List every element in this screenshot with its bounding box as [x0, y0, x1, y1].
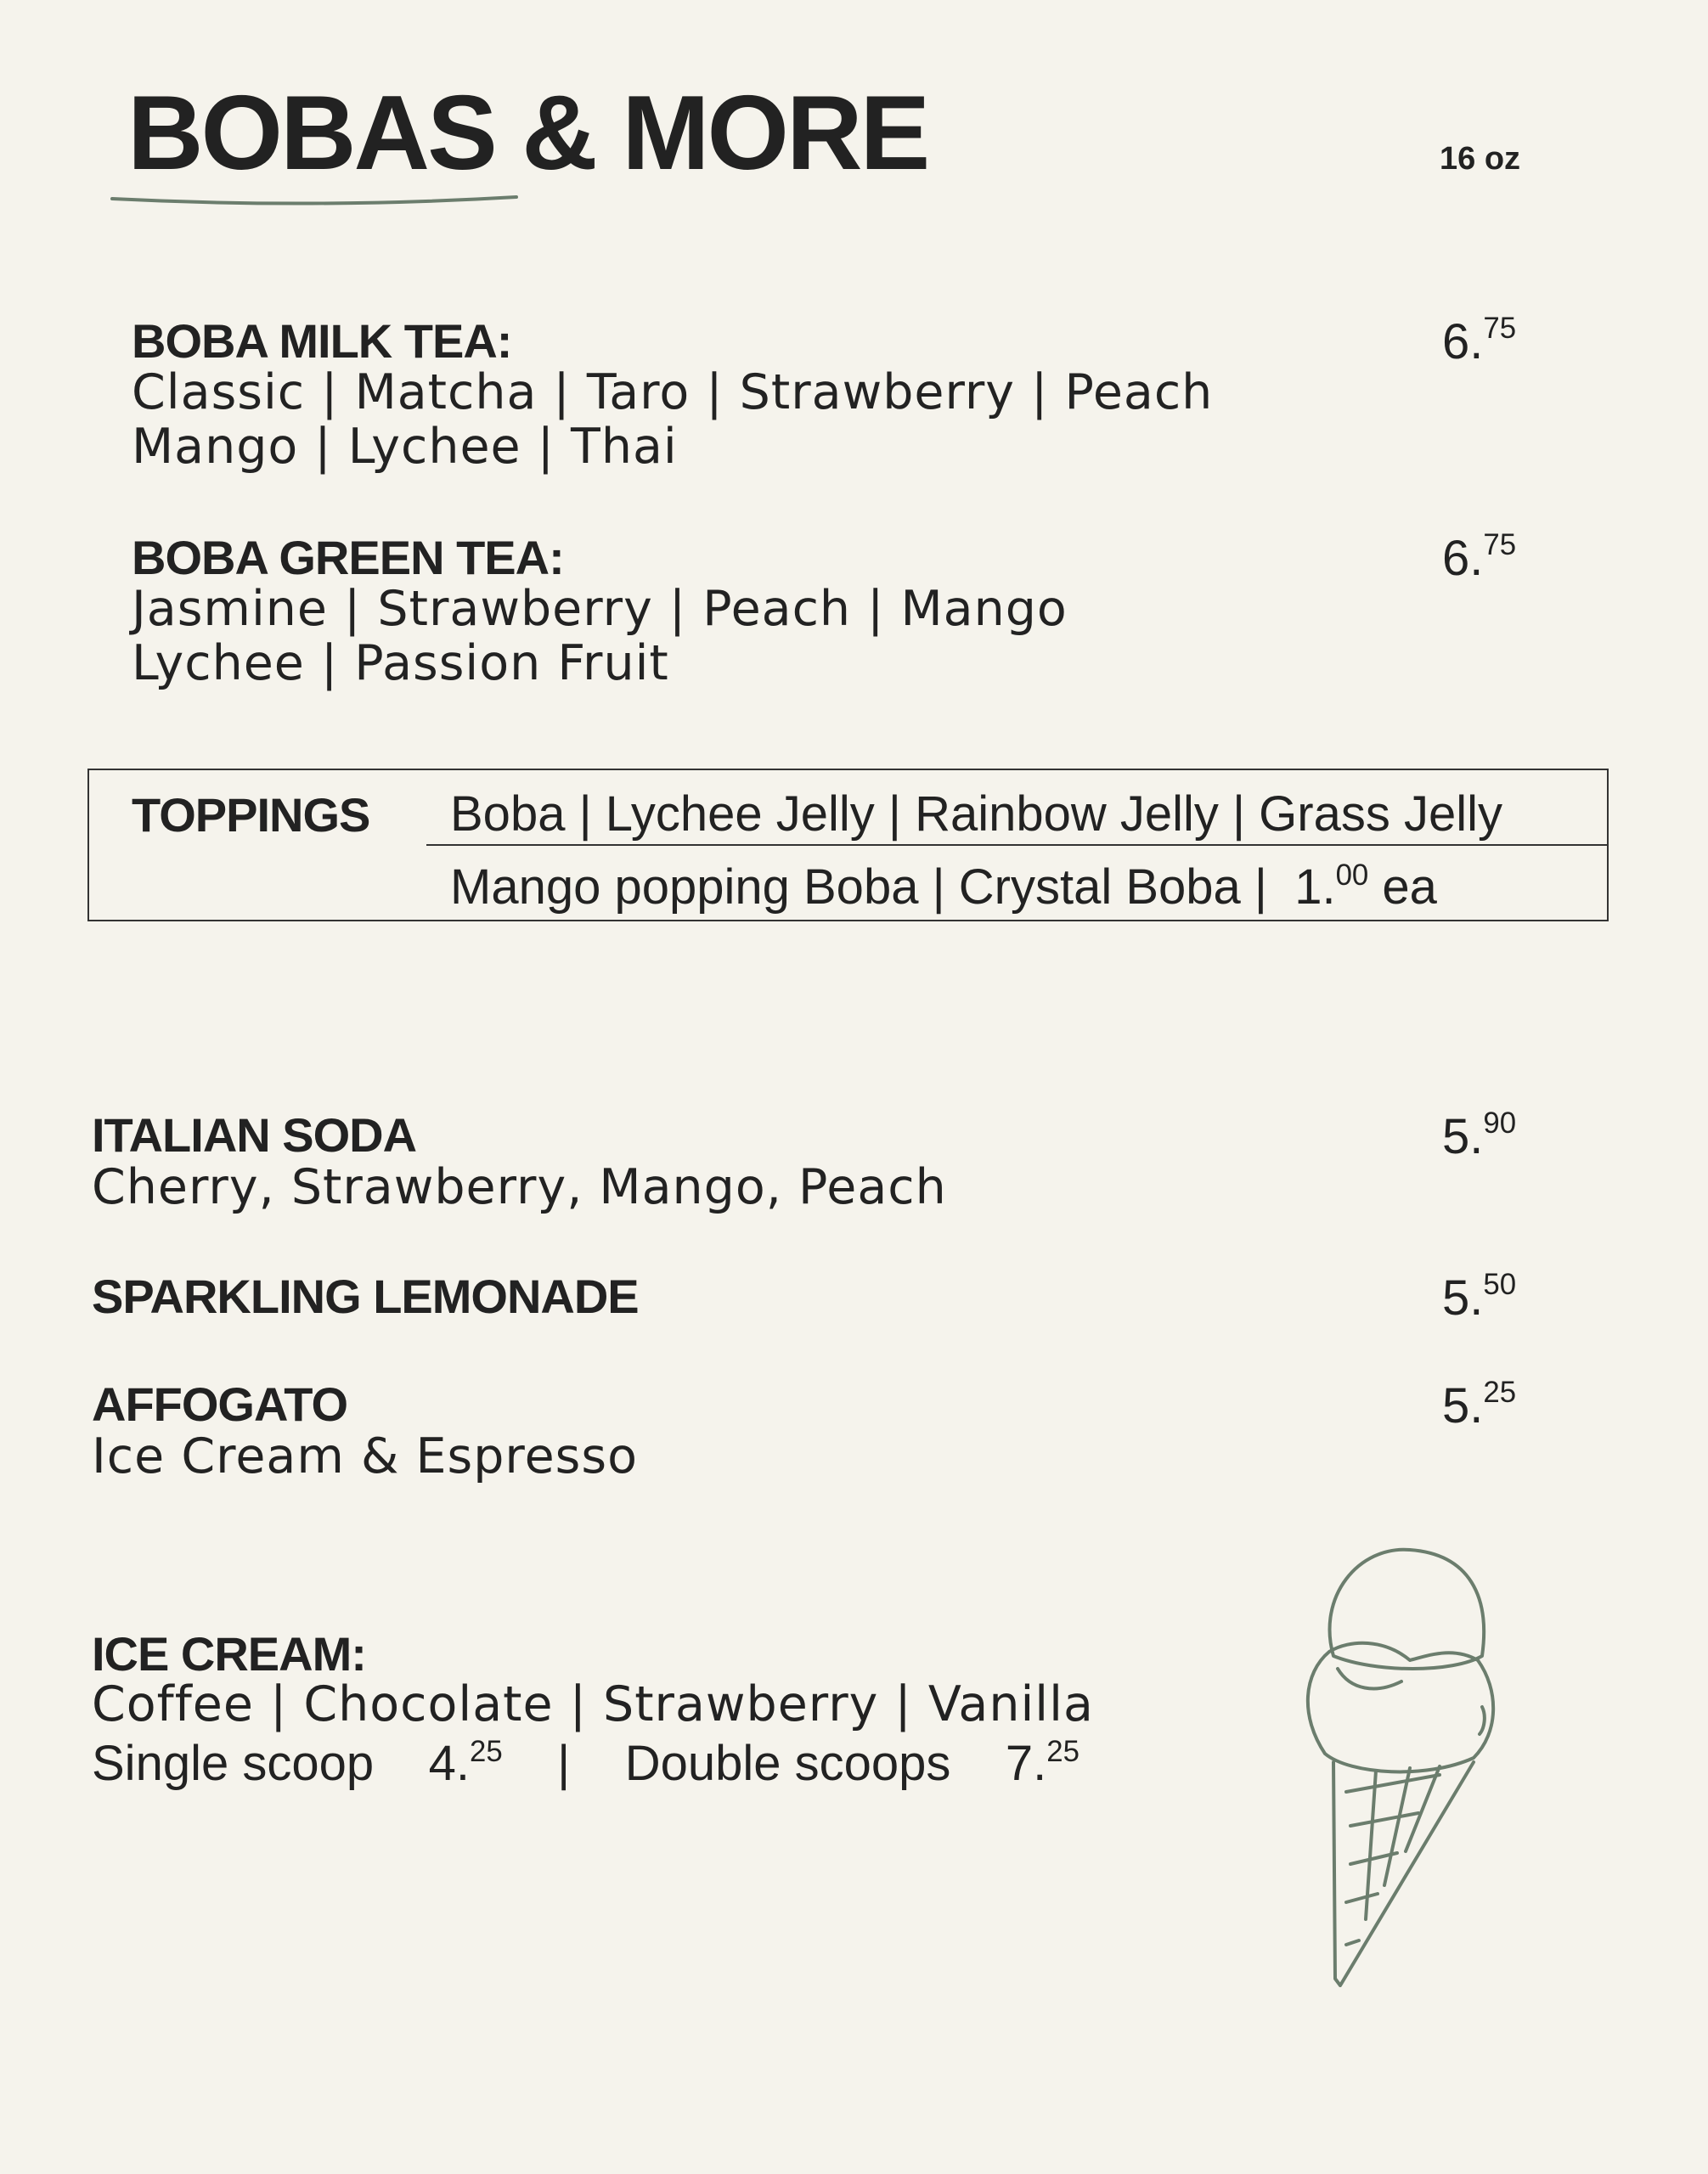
- item-name: ITALIAN SODA: [92, 1108, 417, 1162]
- toppings-price: 1.: [1294, 859, 1336, 915]
- item-desc: Cherry, Strawberry, Mango, Peach: [92, 1159, 947, 1215]
- item-price: 5.90: [1442, 1107, 1517, 1164]
- item-name: AFFOGATO: [92, 1377, 348, 1431]
- item-name: BOBA MILK TEA:: [132, 314, 512, 368]
- item-price: 5.25: [1442, 1376, 1517, 1433]
- item-desc-line: Classic | Matcha | Taro | Strawberry | Peach: [132, 364, 1214, 420]
- item-desc-line: Jasmine | Strawberry | Peach | Mango: [132, 581, 1068, 637]
- double-price: 7.: [1005, 1736, 1047, 1791]
- item-name: SPARKLING LEMONADE: [92, 1270, 639, 1323]
- item-desc-line: Mango | Lychee | Thai: [132, 419, 678, 475]
- toppings-list: Boba | Lychee Jelly | Rainbow Jelly | Grass Jelly: [450, 786, 1503, 842]
- size-label: 16 oz: [1440, 141, 1521, 177]
- item-desc: Ice Cream & Espresso: [92, 1428, 638, 1484]
- toppings-list: Mango popping Boba | Crystal Boba | 1.00 ea: [450, 859, 1437, 915]
- single-price: 4.: [428, 1736, 470, 1791]
- toppings-divider: [426, 844, 1609, 846]
- ice-cream-cone-icon: [1299, 1546, 1520, 1987]
- item-name: BOBA GREEN TEA:: [132, 531, 564, 584]
- item-price: 6.75: [1442, 312, 1517, 369]
- item-price: 6.75: [1442, 528, 1517, 586]
- page-title: BOBAS & MORE: [127, 75, 928, 192]
- item-desc-line: Lychee | Passion Fruit: [132, 635, 669, 691]
- title-underline: [110, 190, 527, 216]
- ice-cream-prices: Single scoop 4.25 | Double scoops 7.25: [92, 1735, 1079, 1791]
- item-name: ICE CREAM:: [92, 1627, 366, 1681]
- item-price: 5.50: [1442, 1268, 1517, 1326]
- toppings-label: TOPPINGS: [132, 788, 370, 842]
- ice-cream-flavors: Coffee | Chocolate | Strawberry | Vanilla: [92, 1676, 1094, 1732]
